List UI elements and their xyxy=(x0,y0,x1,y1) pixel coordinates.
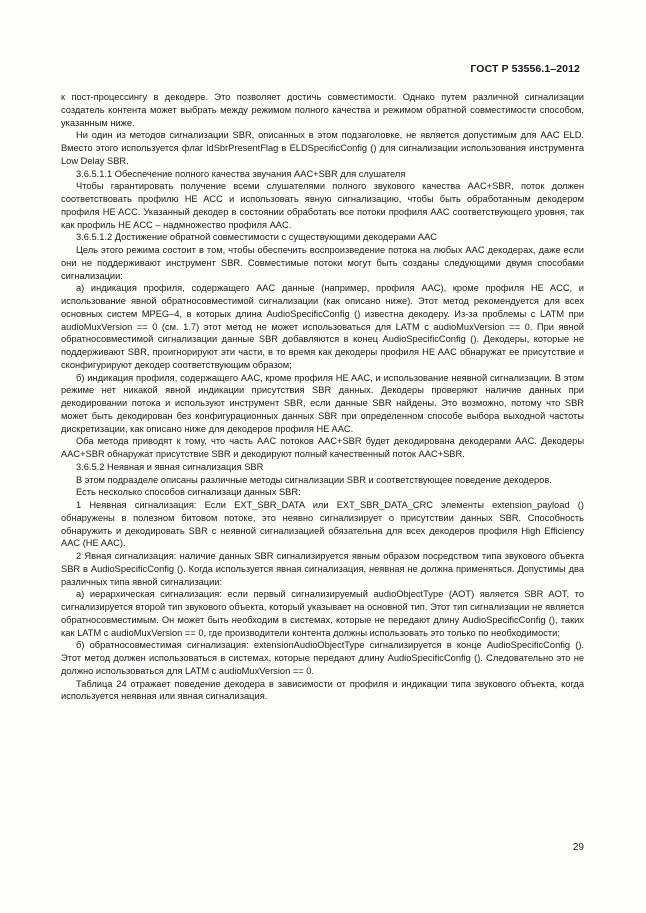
paragraph: Есть несколько способов сигнализаци данных SBR: xyxy=(76,487,301,498)
list-item: а) индикация профиля, содержащего AAC данные (например, профиля AAC), кроме профиля HE ACC, и использование явной обратносовместимой сигнализации (как описано ниже). Этот метод рекомендуется для всех основных систем MPEG–4, в которых длина AudioSpecificConfig () известна декодеру. Из-за проблемы с LATM при audioMuxVersion == 0 (см. 1.7) этот метод не может использоваться для LATM с audioMuxVersion == 0. При явной обратносовместимой сигнализации данные SBR добавляются в конец AudioSpecificConfig (). Декодеры, которые не поддерживают SBR, проигнорируют эти части, в то время как декодеры профиля HE AAC обнаружат ее присутствие и сконфигурируют декодер соответствующим образом; xyxy=(61,283,584,370)
paragraph: к пост-процессингу в декодере. Это позволяет достичь совместимости. Однако путем различной сигнализации создатель контента может выбрать между режимом полного качества и режимом обратной совместимости способом, указанным ниже. xyxy=(61,92,584,128)
paragraph: Чтобы гарантировать получение всеми слушателями полного звукового качества AAC+SBR, поток должен соответствовать профилю HE ACC и использовать явную сигнализацию, чтобы быть обработанным декодером профиля HE ACC. Указанный декодер в состоянии обработать все потоки профиля AAC соответствующего уровня, так как профиль HE ACC – надмножество профиля AAC. xyxy=(61,181,584,230)
section-heading: 3.6.5.1.1 Обеспечение полного качества звучания AAC+SBR для слушателя xyxy=(76,168,406,179)
section-heading: 3.6.5.2 Неявная и явная сигнализация SBR xyxy=(76,461,264,472)
list-item: 1 Неявная сигнализация: Если EXT_SBR_DATA или EXT_SBR_DATA_CRC элементы extension_payload () обнаружены в полезном битовом потоке, это неявно сигнализирует о присутствии данных SBR. Способность обнаружить и декодировать SBR с неявной сигнализацией обязательна для всех декодеров профиля High Efficiency AAC (HE AAC). xyxy=(61,500,584,549)
list-item: а) иерархическая сигнализация: если первый сигнализируемый audioObjectType (AOT) является SBR AOT, то сигнализируется второй тип звукового объекта, который указывает на основной тип. Этот тип сигнализации не является обратносовместимым. Он может быть необходим в системах, которые не передают длину AudioSpecificConfig (), таких как LATM с audioMuxVersion == 0, где производители контента должны использовать это только по необходимости; xyxy=(61,589,584,638)
standard-designation: ГОСТ Р 53556.1–2012 xyxy=(470,63,580,75)
paragraph: Таблица 24 отражает поведение декодера в зависимости от профиля и индикации типа звукового объекта, когда используется неявная или явная сигнализация. xyxy=(61,678,584,702)
page-number: 29 xyxy=(572,842,584,853)
section-heading: 3.6.5.1.2 Достижение обратной совместимости с существующими декодерами AAC xyxy=(76,232,438,243)
list-item: б) индикация профиля, содержащего AAC, кроме профиля HE AAC, и использование неявной сигнализации. В этом режиме нет никакой явной индикации присутствия SBR данных. Декодеры проверяют наличие данных при декодировании потока и используют инструмент SBR, если данные SBR найдены. Это возможно, потому что SBR может быть декодирован без конфигурационных данных SBR при определенном способе выбора выходной частоты дискретизации, как описано ниже для декодеров профиля HE AAC. xyxy=(61,372,584,434)
paragraph: Ни один из методов сигнализации SBR, описанных в этом подзаголовке, не является допустимым для AAC ELD. Вместо этого используется флаг ldSbrPresentFlag в ELDSpecificConfig () для сигнализации использования инструмента Low Delay SBR. xyxy=(61,130,584,166)
list-item: б) обратносовместимая сигнализация: extensionAudioObjectType сигнализируется в конце AudioSpecificConfig (). Этот метод должен использоваться в системах, которые передают длину AudioSpecificConfig (). Следовательно это не должно использоваться для LATM с audioMuxVersion == 0. xyxy=(61,640,584,676)
list-item: 2 Явная сигнализация: наличие данных SBR сигнализируется явным образом посредством типа звукового объекта SBR в AudioSpecificConfig (). Когда используется явная сигнализация, неявная не должна применяться. Допустимы два различных типа явной сигнализации: xyxy=(61,551,584,587)
paragraph: Оба метода приводят к тому, что часть AAC потоков AAC+SBR будет декодирована декодерами AAC. Декодеры AAC+SBR обнаружат присутствие SBR и декодируют полный качественный поток AAC+SBR. xyxy=(61,436,584,459)
document-body xyxy=(61,91,584,703)
paragraph: Цель этого режима состоит в том, чтобы обеспечить воспроизведение потока на любых AAC декодерах, даже если они не поддерживают инструмент SBR. Совместимые потоки могут быть созданы следующими двумя способами сигнализации: xyxy=(61,245,584,281)
paragraph: В этом подразделе описаны различные методы сигнализации SBR и соответствующее поведение декодеров. xyxy=(76,474,552,485)
